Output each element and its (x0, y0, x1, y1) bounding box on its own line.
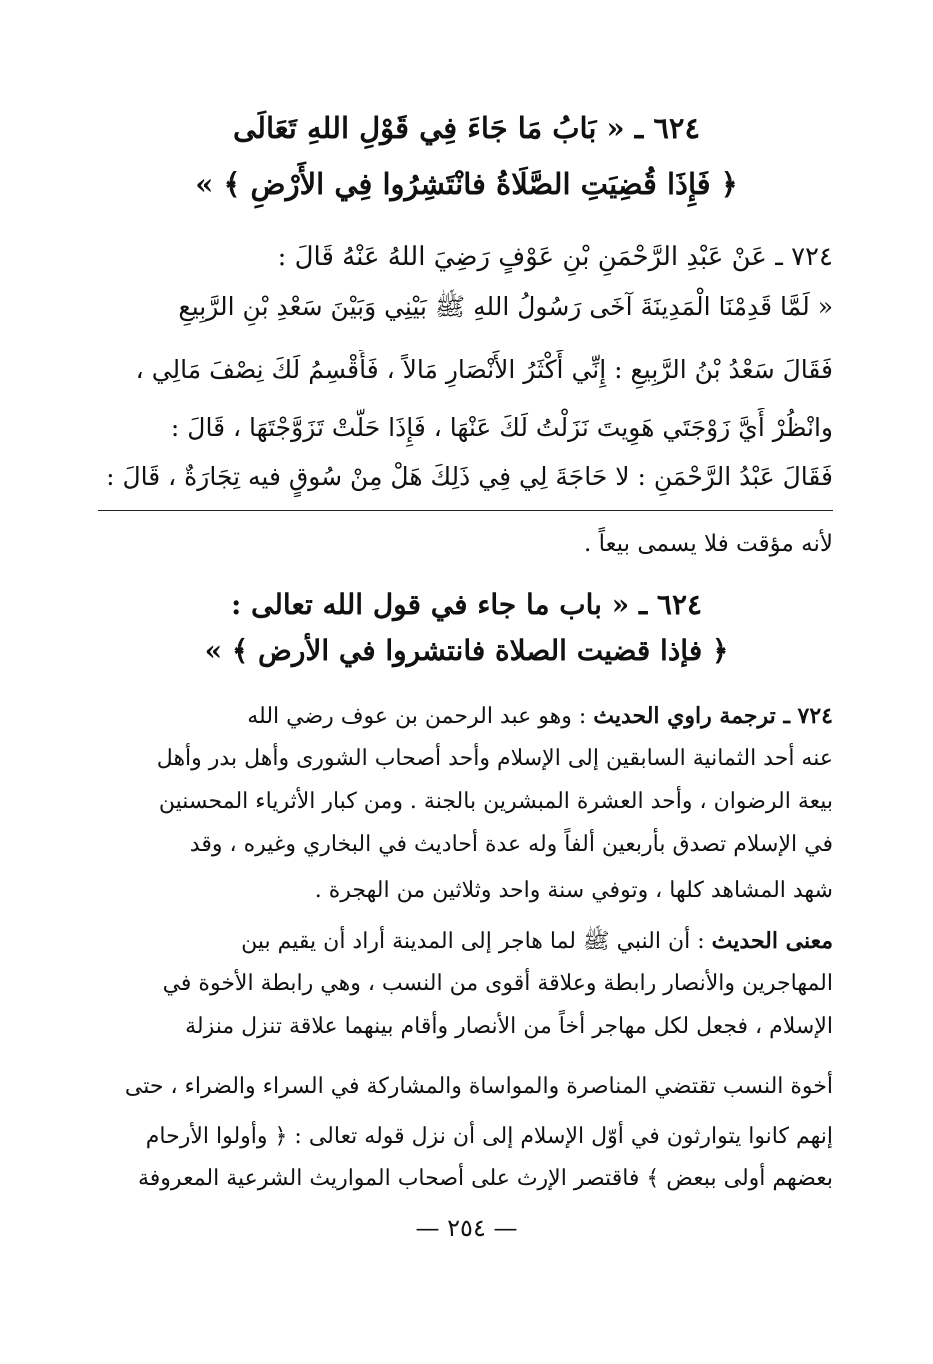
biography-first-line (100, 697, 833, 736)
commentary-chapter-title-line1: ٦٢٤ ـ « باب ما جاء في قول الله تعالى : (230, 588, 703, 621)
footnote: لأنه مؤقت فلا يسمى بيعاً . (583, 531, 833, 557)
page-number: — ٢٥٤ — (415, 1214, 518, 1242)
commentary-chapter-title-line2: ﴿ فإذا قضيت الصلاة فانتشروا في الأرض ﴾ » (204, 634, 729, 667)
footnote-divider (98, 510, 833, 511)
meaning-line: الإسلام ، فجعل لكل مهاجر أخاً من الأنصار وأقام بينهما علاقة تنزل منزلة (185, 1014, 833, 1039)
hadith-line: فَقَالَ سَعْدُ بْنُ الرَّبِيعِ : إِنِّي أَكْثَرُ الأَنْصَارِ مَالاً ، فَأَقْسِمُ لَكَ نِصْفَ مَالِي ، (135, 355, 833, 384)
matn-chapter-title-line2: ﴿ فَإِذَا قُضِيَتِ الصَّلَاةُ فانْتَشِرُوا فِي الأَرْضِ ﴾ » (195, 167, 738, 201)
meaning-line: بعضهم أولى ببعض ﴾ فاقتصر الإرث على أصحاب المواريث الشرعية المعروفة (138, 1166, 833, 1191)
hadith-line: فَقَالَ عَبْدُ الرَّحْمَنِ : لا حَاجَةَ لِي فِي ذَلِكَ هَلْ مِنْ سُوقٍ فيه تِجَارَةٌ ، قَالَ : (106, 462, 833, 491)
biography-label: ٧٢٤ ـ ترجمة راوي الحديث (593, 703, 833, 729)
matn-chapter-title-line1: ٦٢٤ ـ « بَابُ مَا جَاءَ فِي قَوْلِ اللهِ تَعَالَى (232, 111, 701, 145)
biography-first-text: : وهو عبد الرحمن بن عوف رضي الله (247, 704, 594, 729)
meaning-label: معنى الحديث (711, 928, 833, 954)
hadith-line: وانْظُرْ أَيَّ زَوْجَتَي هَوِيتَ نَزَلْتُ لَكَ عَنْهَا ، فَإِذَا حَلَّتْ تَزَوَّجْتَهَا ، قَالَ : (170, 413, 833, 442)
meaning-first-line (100, 922, 833, 961)
meaning-first-text: : أن النبي ﷺ لما هاجر إلى المدينة أراد أن يقيم بين (241, 929, 712, 954)
hadith-line: « لَمَّا قَدِمْنَا الْمَدِينَةَ آخَى رَسُولُ اللهِ ﷺ بَيْنِي وَبَيْنَ سَعْدِ بْنِ الرَّبِيعِ (178, 292, 833, 321)
meaning-line: إنهم كانوا يتوارثون في أوّل الإسلام إلى أن نزل قوله تعالى : ﴿ وأولوا الأرحام (145, 1124, 833, 1149)
biography-line: بيعة الرضوان ، وأحد العشرة المبشرين بالجنة . ومن كبار الأثرياء المحسنين (158, 789, 833, 814)
biography-line: في الإسلام تصدق بأربعين ألفاً وله عدة أحاديث في البخاري وغيره ، وقد (189, 832, 833, 857)
meaning-line: المهاجرين والأنصار رابطة وعلاقة أقوى من النسب ، وهي رابطة الأخوة في (162, 971, 833, 996)
matn-narrator-line: ٧٢٤ ـ عَنْ عَبْدِ الرَّحْمَنِ بْنِ عَوْفٍ رَضِيَ اللهُ عَنْهُ قَالَ : (277, 242, 833, 272)
biography-line: شهد المشاهد كلها ، وتوفي سنة واحد وثلاثين من الهجرة . (314, 878, 833, 903)
meaning-line: أخوة النسب تقتضي المناصرة والمواساة والمشاركة في السراء والضراء ، حتى (124, 1074, 833, 1099)
biography-line: عنه أحد الثمانية السابقين إلى الإسلام وأحد أصحاب الشورى وأهل بدر وأهل (156, 746, 833, 771)
